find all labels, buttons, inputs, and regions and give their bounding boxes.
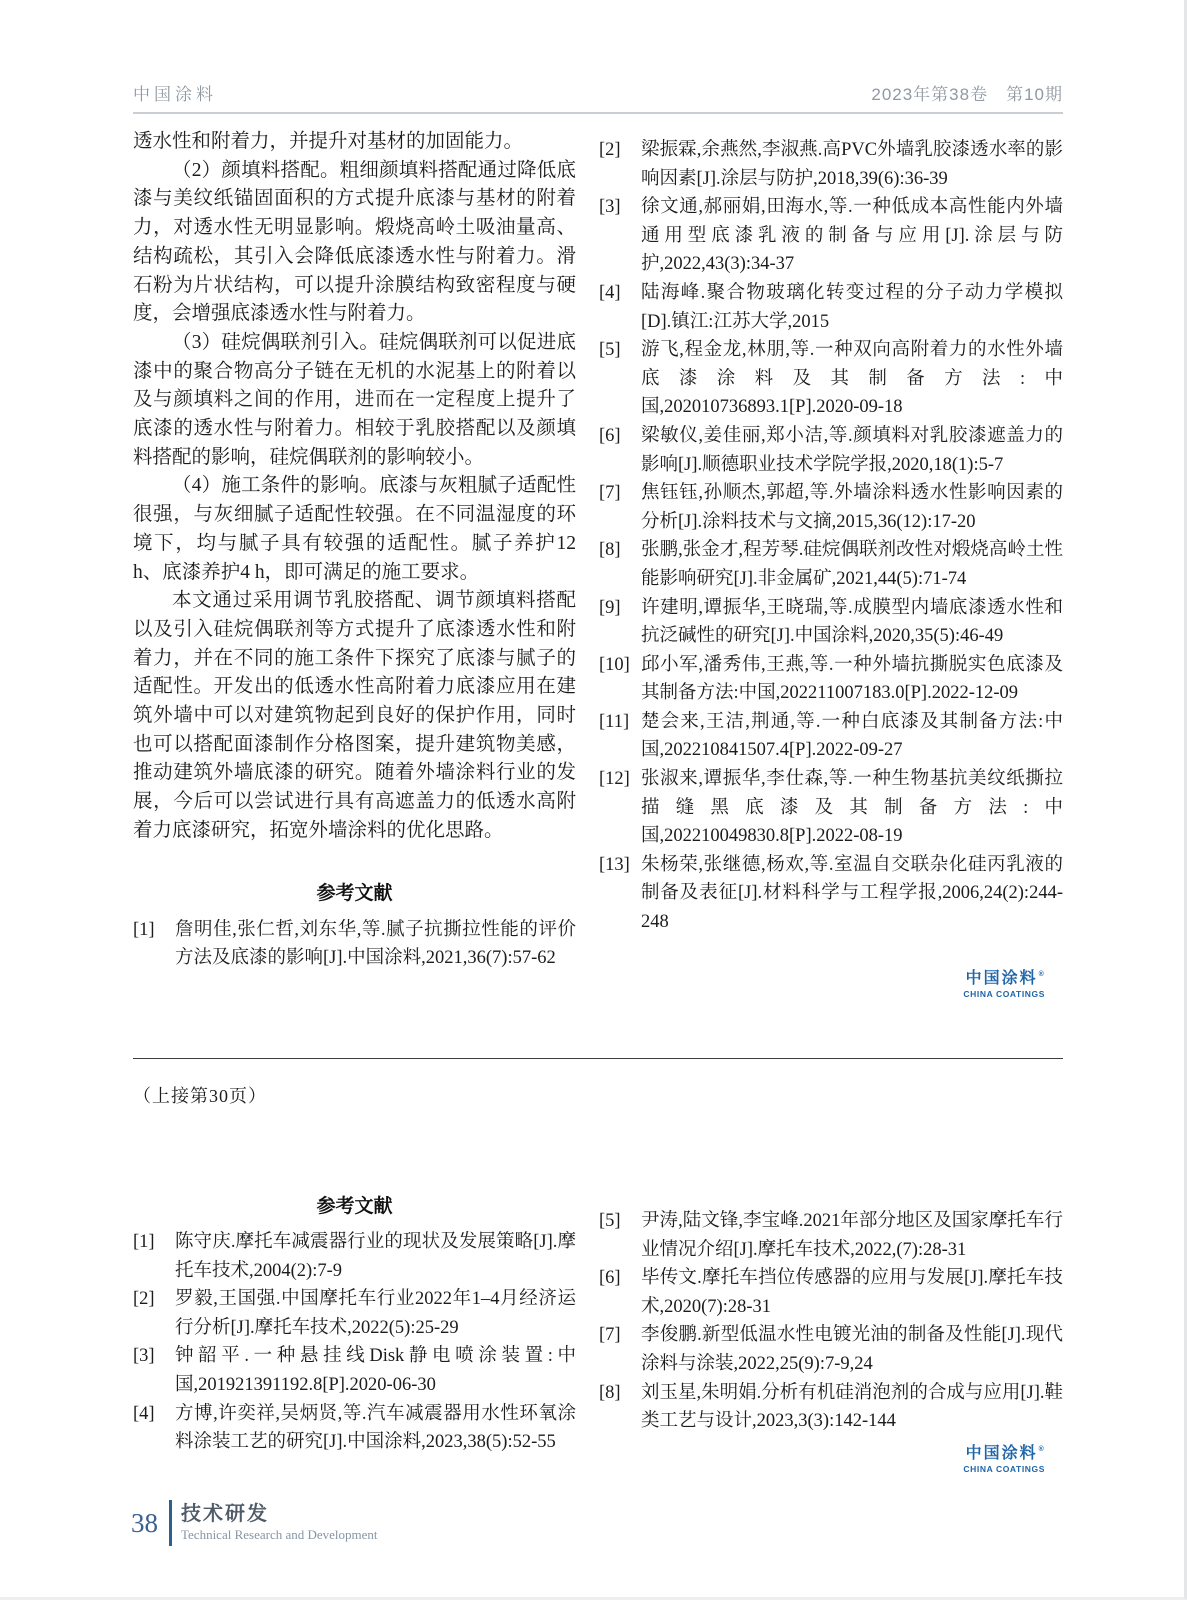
reference-number: [7]	[599, 1325, 621, 1346]
reference-number: [4]	[133, 1403, 155, 1424]
logo-en-text: CHINA COATINGS	[963, 1463, 1045, 1474]
reference-number: [1]	[133, 1232, 155, 1252]
reference-item	[599, 536, 1063, 593]
reference-item	[599, 1264, 1063, 1321]
journal-name: 中国涂料	[133, 85, 217, 104]
reference-item	[599, 136, 1063, 193]
reference-number: [7]	[599, 483, 621, 504]
reference-number: [4]	[599, 282, 621, 303]
reference-number: [13]	[599, 854, 630, 875]
reference-item	[133, 916, 576, 973]
body-paragraph: （2）颜填料搭配。粗细颜填料搭配通过降低底漆与美纹纸锚固面积的方式提升底漆与基材的附着力，对透水性无明显影响。煅烧高岭土吸油量高、结构疏松，其引入会降低底漆透水性与附着力。滑石粉为片状结构，可以提升涂膜结构致密程度与硬度，会增强底漆透水性与附着力。	[133, 159, 576, 325]
issue-info: 2023年第38卷 第10期	[871, 85, 1063, 104]
registered-mark-icon: ®	[1038, 970, 1044, 978]
reference-text: 陈守庆.摩托车减震器行业的现状及发展策略[J].摩托车技术,2004(2):7-9	[175, 1232, 576, 1281]
body-paragraph: 本文通过采用调节乳胶搭配、调节颜填料搭配以及引入硅烷偶联剂等方式提升了底漆透水性和附着力，并在不同的施工条件下探究了底漆与腻子的适配性。开发出的低透水性高附着力底漆应用在建筑外墙中可以对建筑物起到良好的保护作用，同时也可以搭配面漆制作分格图案，提升建筑物美感，推动建筑外墙底漆的研究。随着外墙涂料行业的发展，今后可以尝试进行具有高遮盖力的低透水高附着力底漆研究，拓宽外墙涂料的优化思路。	[133, 590, 576, 841]
reference-number: [5]	[599, 1211, 621, 1231]
reference-text: 李俊鹏.新型低温水性电镀光油的制备及性能[J].现代涂料与涂装,2022,25(9):7-9,24	[641, 1325, 1063, 1374]
reference-number: [10]	[599, 654, 630, 675]
reference-item	[599, 708, 1063, 765]
reference-number: [2]	[133, 1289, 155, 1310]
reference-text: 刘玉星,朱明娟.分析有机硅消泡剂的合成与应用[J].鞋类工艺与设计,2023,3(3):142-144	[641, 1382, 1063, 1432]
reference-item	[599, 1207, 1063, 1264]
reference-text: 方博,许奕祥,吴炳贤,等.汽车减震器用水性环氧涂料涂装工艺的研究[J].中国涂料,2023,38(5):52-55	[175, 1403, 576, 1453]
reference-item	[599, 193, 1063, 279]
china-coatings-logo	[963, 965, 1045, 999]
reference-number: [11]	[599, 711, 630, 732]
reference-item	[133, 1400, 576, 1457]
left-column	[133, 1193, 576, 1474]
reference-number: [9]	[599, 597, 621, 618]
left-column	[133, 128, 576, 999]
page-header	[133, 80, 1063, 114]
reference-number: [1]	[133, 919, 155, 940]
references-list	[133, 916, 576, 973]
footer-accent-bar	[169, 1500, 172, 1546]
reference-item	[599, 479, 1063, 536]
reference-number: [3]	[133, 1346, 155, 1367]
reference-text: 朱杨荣,张继德,杨欢,等.室温自交联杂化硅丙乳液的制备及表征[J].材料科学与工程学报,2006,24(2):244-248	[641, 854, 1063, 933]
body-paragraph: 透水性和附着力，并提升对基材的加固能力。	[133, 131, 524, 152]
reference-item	[599, 279, 1063, 336]
logo-en-text: CHINA COATINGS	[963, 988, 1045, 999]
reference-item	[599, 1321, 1063, 1378]
reference-item	[599, 651, 1063, 708]
reference-text: 徐文通,郝丽娟,田海水,等.一种低成本高性能内外墙通用型底漆乳液的制备与应用[J].涂层与防护,2022,43(3):34-37	[641, 197, 1063, 275]
right-column	[599, 128, 1063, 999]
reference-text: 毕传文.摩托车挡位传感器的应用与发展[J].摩托车技术,2020(7):28-31	[641, 1268, 1063, 1317]
continued-references-section	[133, 1193, 1063, 1474]
reference-item	[599, 851, 1063, 937]
reference-text: 罗毅,王国强.中国摩托车行业2022年1–4月经济运行分析[J].摩托车技术,2022(5):25-29	[175, 1289, 576, 1338]
reference-item	[133, 1285, 576, 1342]
reference-text: 钟韶平.一种悬挂线Disk静电喷涂装置:中国,201921391192.8[P].2020-06-30	[175, 1346, 576, 1395]
reference-number: [6]	[599, 1268, 621, 1289]
reference-number: [5]	[599, 340, 621, 361]
reference-number: [2]	[599, 140, 621, 160]
reference-text: 张鹏,张金才,程芳琴.硅烷偶联剂改性对煅烧高岭土性能影响研究[J].非金属矿,2021,44(5):71-74	[641, 540, 1063, 589]
body-paragraph: （3）硅烷偶联剂引入。硅烷偶联剂可以促进底漆中的聚合物高分子链在无机的水泥基上的附着以及与颜填料之间的作用，进而在一定程度上提升了底漆的透水性与附着力。相较于乳胶搭配以及颜填料搭配的影响，硅烷偶联剂的影响较小。	[133, 331, 576, 468]
reference-text: 张淑来,谭振华,李仕森,等.一种生物基抗美纹纸撕拉描缝黑底漆及其制备方法:中国,202210049830.8[P].2022-08-19	[641, 769, 1063, 847]
article-section	[133, 128, 1063, 999]
reference-text: 许建明,谭振华,王晓瑞,等.成膜型内墙底漆透水性和抗泛碱性的研究[J].中国涂料,2020,35(5):46-49	[641, 597, 1063, 647]
footer-section-en: Technical Research and Development	[181, 1527, 378, 1542]
logo-zh-text: 中国涂料®	[965, 1444, 1044, 1462]
footer-section-names	[181, 1502, 378, 1544]
china-coatings-logo	[963, 1440, 1045, 1474]
reference-text: 尹涛,陆文锋,李宝峰.2021年部分地区及国家摩托车行业情况介绍[J].摩托车技术,2022,(7):28-31	[641, 1211, 1063, 1260]
references-list	[133, 1228, 576, 1457]
page-footer	[131, 1500, 378, 1546]
logo-zh-text: 中国涂料®	[965, 969, 1044, 987]
reference-item	[599, 594, 1063, 651]
logo-container	[599, 1440, 1063, 1474]
page-number: 38	[131, 1507, 158, 1538]
references-list	[599, 136, 1063, 937]
footer-section-zh: 技术研发	[181, 1503, 269, 1525]
continuation-note: （上接第30页）	[133, 1086, 267, 1106]
reference-text: 游飞,程金龙,林朋,等.一种双向高附着力的水性外墙底漆涂料及其制备方法:中国,202010736893.1[P].2020-09-18	[641, 340, 1063, 418]
reference-number: [6]	[599, 425, 621, 446]
reference-item	[133, 1342, 576, 1399]
reference-text: 詹明佳,张仁哲,刘东华,等.腻子抗撕拉性能的评价方法及底漆的影响[J].中国涂料,2021,36(7):57-62	[175, 919, 576, 969]
reference-number: [3]	[599, 197, 621, 218]
body-paragraph: （4）施工条件的影响。底漆与灰粗腻子适配性很强，与灰细腻子适配性较强。在不同温湿度的环境下，均与腻子具有较强的适配性。腻子养护12 h、底漆养护4 h，即可满足的施工要求。	[133, 475, 576, 583]
reference-item	[133, 1228, 576, 1285]
reference-item	[599, 422, 1063, 479]
reference-text: 陆海峰.聚合物玻璃化转变过程的分子动力学模拟[D].镇江:江苏大学,2015	[641, 282, 1063, 332]
article-divider	[133, 1058, 1063, 1059]
reference-text: 焦钰钰,孙顺杰,郭超,等.外墙涂料透水性影响因素的分析[J].涂料技术与文摘,2015,36(12):17-20	[641, 483, 1063, 532]
reference-item	[599, 1379, 1063, 1436]
reference-number: [8]	[599, 1382, 621, 1403]
logo-container	[599, 965, 1063, 999]
reference-text: 邱小军,潘秀伟,王燕,等.一种外墙抗撕脱实色底漆及其制备方法:中国,202211007183.0[P].2022-12-09	[641, 654, 1063, 704]
reference-item	[599, 336, 1063, 422]
reference-number: [12]	[599, 769, 630, 790]
reference-text: 梁敏仪,姜佳丽,郑小洁,等.颜填料对乳胶漆遮盖力的影响[J].顺德职业技术学院学报,2020,18(1):5-7	[641, 425, 1063, 475]
reference-item	[599, 765, 1063, 851]
references-heading: 参考文献	[316, 1196, 393, 1217]
reference-number: [8]	[599, 540, 621, 561]
reference-text: 楚会来,王洁,荆通,等.一种白底漆及其制备方法:中国,202210841507.4[P].2022-09-27	[641, 711, 1063, 761]
references-list	[599, 1207, 1063, 1436]
registered-mark-icon: ®	[1038, 1445, 1044, 1453]
references-heading: 参考文献	[316, 882, 393, 904]
reference-text: 梁振霖,余燕然,李淑燕.高PVC外墙乳胶漆透水率的影响因素[J].涂层与防护,2018,39(6):36-39	[641, 140, 1063, 189]
right-column	[599, 1193, 1063, 1474]
